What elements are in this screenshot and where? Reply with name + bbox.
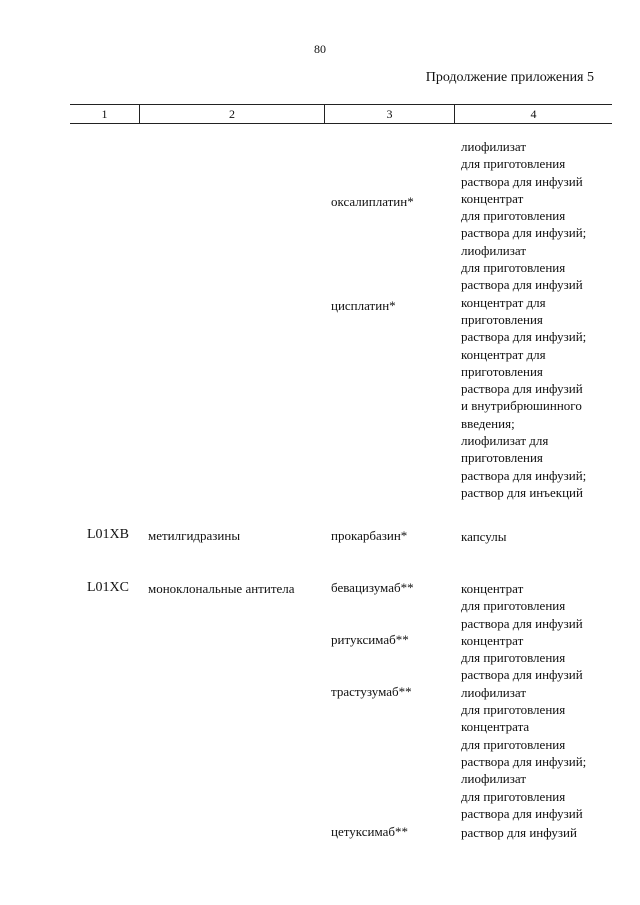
atc-code-l01xc: L01XC: [87, 580, 129, 595]
form-line: раствора для инфузий: [461, 277, 583, 293]
forms-list-platinum: [461, 138, 621, 501]
forms-list-antibodies: [461, 580, 621, 822]
form-line: раствора для инфузий;: [461, 225, 587, 241]
drug-trastuzumab: трастузумаб**: [331, 684, 412, 699]
form-line: концентрат для: [461, 294, 546, 310]
form-line: раствора для инфузий;: [461, 329, 587, 345]
form-procarbazine: капсулы: [461, 529, 507, 544]
page-number: 80: [314, 42, 326, 56]
form-line: раствора для инфузий: [461, 381, 583, 397]
form-line: лиофилизат: [461, 242, 527, 258]
form-line: раствора для инфузий: [461, 615, 583, 631]
form-line: раствора для инфузий: [461, 667, 583, 683]
drug-rituximab: ритуксимаб**: [331, 632, 409, 647]
form-line: для приготовления: [461, 156, 566, 172]
form-line: приготовления: [461, 450, 543, 466]
header-col-3: 3: [325, 105, 455, 123]
form-line: концентрата: [461, 719, 530, 735]
form-line: лиофилизат: [461, 684, 527, 700]
form-line: для приготовления: [461, 702, 566, 718]
form-line: введения;: [461, 415, 515, 431]
form-line: для приготовления: [461, 736, 566, 752]
form-line: раствора для инфузий: [461, 173, 583, 189]
form-line: раствора для инфузий: [461, 805, 583, 821]
atc-code-l01xb: L01XB: [87, 527, 129, 542]
form-cetuximab: раствор для инфузий: [461, 825, 577, 840]
form-line: для приготовления: [461, 598, 566, 614]
form-line: для приготовления: [461, 650, 566, 666]
form-line: раствор для инъекций: [461, 484, 583, 500]
form-line: приготовления: [461, 363, 543, 379]
header-col-2: 2: [140, 105, 325, 123]
header-col-1: 1: [70, 105, 140, 123]
form-line: раствора для инфузий;: [461, 753, 587, 769]
drug-bevacizumab: бевацизумаб**: [331, 580, 414, 595]
group-name-l01xc: моноклональные антитела: [148, 581, 295, 596]
form-line: концентрат для: [461, 346, 546, 362]
form-line: концентрат: [461, 190, 524, 206]
form-line: приготовления: [461, 311, 543, 327]
drug-cetuximab: цетуксимаб**: [331, 824, 408, 839]
form-line: для приготовления: [461, 260, 566, 276]
form-line: для приготовления: [461, 208, 566, 224]
group-name-l01xb: метилгидразины: [148, 528, 241, 543]
form-line: лиофилизат для: [461, 433, 549, 449]
drug-oxaliplatin: оксалиплатин*: [331, 194, 414, 209]
form-line: концентрат: [461, 632, 524, 648]
continuation-title: Продолжение приложения 5: [425, 70, 594, 85]
drug-procarbazine: прокарбазин*: [331, 528, 408, 543]
header-col-4: 4: [530, 107, 537, 121]
form-line: и внутрибрюшинного: [461, 398, 582, 414]
table-header: [70, 104, 612, 124]
form-line: лиофилизат: [461, 139, 527, 154]
form-line: лиофилизат: [461, 771, 527, 787]
form-line: концентрат: [461, 581, 524, 596]
form-line: раствора для инфузий;: [461, 467, 587, 483]
drug-cisplatin: цисплатин*: [331, 298, 396, 313]
form-line: для приготовления: [461, 788, 566, 804]
